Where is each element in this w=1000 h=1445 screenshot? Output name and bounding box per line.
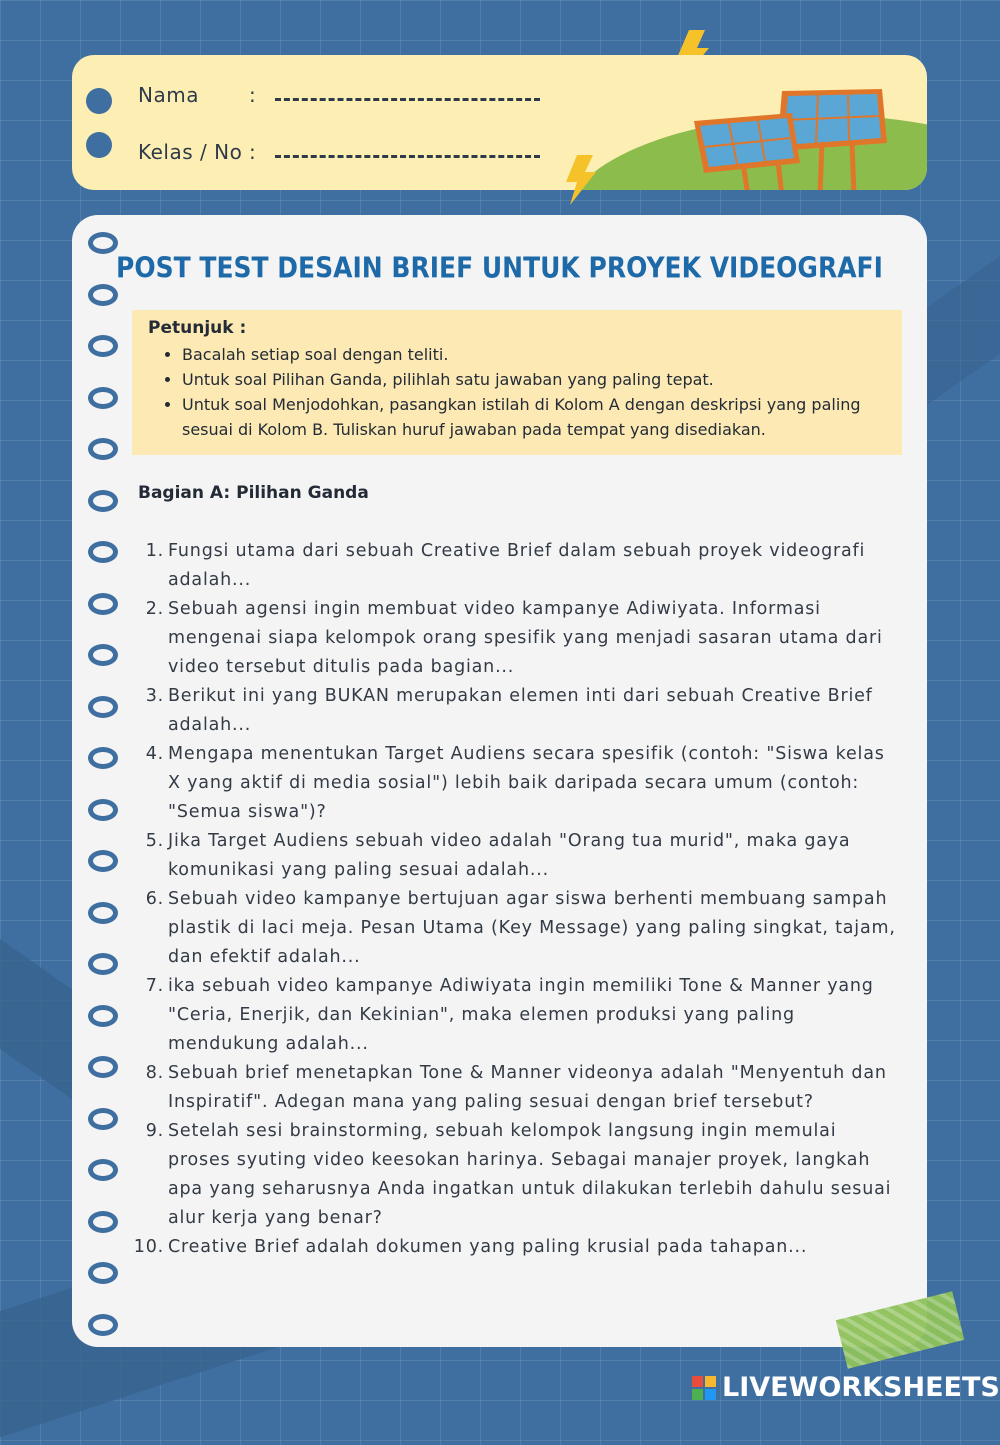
liveworksheets-logo[interactable] bbox=[692, 1372, 1000, 1403]
student-info-card bbox=[72, 55, 927, 190]
question-item bbox=[142, 1117, 902, 1233]
spiral-ring bbox=[88, 953, 118, 975]
question-text: Berikut ini yang BUKAN merupakan elemen inti dari sebuah Creative Brief adalah... bbox=[168, 686, 873, 735]
spiral-ring bbox=[88, 1211, 118, 1233]
question-number: 1. bbox=[145, 541, 164, 561]
instruction-item: • Untuk soal Pilihan Ganda, pilihlah satu jawaban yang paling tepat. bbox=[182, 367, 886, 392]
question-item bbox=[133, 1233, 902, 1262]
question-text: Sebuah video kampanye bertujuan agar siswa berhenti membuang sampah plastik di laci meja. Pesan Utama (Key Message) yang paling singkat, tajam, dan efektif adalah... bbox=[168, 889, 896, 967]
question-item bbox=[142, 595, 902, 682]
question-text: Sebuah agensi ingin membuat video kampanye Adiwiyata. Informasi mengenai siapa kelompok orang spesifik yang menjadi sasaran utama dari video tersebut ditulis pada bagian... bbox=[168, 599, 883, 677]
question-number: 2. bbox=[145, 599, 164, 619]
worksheet-paper bbox=[72, 215, 927, 1347]
binder-hole bbox=[86, 88, 112, 114]
question-number: 9. bbox=[145, 1121, 164, 1141]
question-number: 4. bbox=[145, 744, 164, 764]
question-number: 5. bbox=[145, 831, 164, 851]
instructions-title: Petunjuk : bbox=[148, 318, 247, 338]
question-number: 7. bbox=[145, 976, 164, 996]
spiral-ring bbox=[88, 387, 118, 409]
name-colon: : bbox=[249, 83, 256, 107]
logo-square bbox=[692, 1389, 703, 1400]
class-label: Kelas / No bbox=[138, 140, 243, 164]
spiral-ring bbox=[88, 1056, 118, 1078]
spiral-ring bbox=[88, 747, 118, 769]
spiral-ring bbox=[88, 696, 118, 718]
question-text: ika sebuah video kampanye Adiwiyata ingin memiliki Tone & Manner yang "Ceria, Enerjik, dan Kekinian", maka elemen produksi yang paling mendukung adalah... bbox=[168, 976, 874, 1054]
question-item bbox=[142, 972, 902, 1059]
question-text: Sebuah brief menetapkan Tone & Manner videonya adalah "Menyentuh dan Inspiratif". Adegan mana yang paling sesuai dengan brief tersebut? bbox=[168, 1063, 887, 1112]
spiral-ring bbox=[88, 541, 118, 563]
question-text: Fungsi utama dari sebuah Creative Brief dalam sebuah proyek videografi adalah... bbox=[168, 541, 866, 590]
question-text: Creative Brief adalah dokumen yang paling krusial pada tahapan... bbox=[168, 1237, 808, 1257]
instruction-item: • Bacalah setiap soal dengan teliti. bbox=[182, 342, 886, 367]
logo-square bbox=[705, 1376, 716, 1387]
spiral-ring bbox=[88, 593, 118, 615]
logo-squares-icon bbox=[692, 1376, 716, 1400]
spiral-ring bbox=[88, 1314, 118, 1336]
question-item bbox=[142, 885, 902, 972]
question-item bbox=[142, 1059, 902, 1117]
spiral-ring bbox=[88, 902, 118, 924]
name-label: Nama bbox=[138, 83, 199, 107]
solar-panel-icon bbox=[682, 81, 902, 190]
question-item bbox=[142, 537, 902, 595]
question-number: 3. bbox=[145, 686, 164, 706]
spiral-ring bbox=[88, 1108, 118, 1130]
spiral-ring bbox=[88, 438, 118, 460]
spiral-ring bbox=[88, 1159, 118, 1181]
spiral-ring bbox=[88, 644, 118, 666]
question-text: Setelah sesi brainstorming, sebuah kelompok langsung ingin memulai proses syuting video keesokan harinya. Sebagai manajer proyek, langkah apa yang seharusnya Anda ingatkan untuk dilakukan terlebih dahulu sesuai alur kerja yang benar? bbox=[168, 1121, 892, 1228]
instruction-item: • Untuk soal Menjodohkan, pasangkan istilah di Kolom A dengan deskripsi yang paling sesuai di Kolom B. Tuliskan huruf jawaban pada tempat yang disediakan. bbox=[182, 392, 886, 442]
question-text: Mengapa menentukan Target Audiens secara spesifik (contoh: "Siswa kelas X yang aktif di media sosial") lebih baik daripada secara umum (contoh: "Semua siswa")? bbox=[168, 744, 885, 822]
spiral-ring bbox=[88, 799, 118, 821]
lightning-icon bbox=[565, 155, 597, 205]
spiral-ring bbox=[88, 1262, 118, 1284]
worksheet-title: POST TEST DESAIN BRIEF UNTUK PROYEK VIDEOGRAFI bbox=[116, 250, 883, 285]
spiral-ring bbox=[88, 335, 118, 357]
question-item bbox=[142, 740, 902, 827]
binder-hole bbox=[86, 132, 112, 158]
logo-square bbox=[705, 1389, 716, 1400]
name-field[interactable] bbox=[275, 98, 540, 101]
instructions-box bbox=[132, 310, 902, 455]
question-number: 6. bbox=[145, 889, 164, 909]
question-item bbox=[142, 682, 902, 740]
spiral-ring bbox=[88, 850, 118, 872]
question-item bbox=[142, 827, 902, 885]
spiral-ring bbox=[88, 490, 118, 512]
question-text: Jika Target Audiens sebuah video adalah "Orang tua murid", maka gaya komunikasi yang paling sesuai adalah... bbox=[168, 831, 851, 880]
logo-text: LIVEWORKSHEETS bbox=[722, 1372, 1000, 1403]
logo-square bbox=[692, 1376, 703, 1387]
question-number: 10. bbox=[133, 1237, 164, 1257]
section-title: Bagian A: Pilihan Ganda bbox=[138, 483, 369, 503]
instructions-list bbox=[148, 342, 886, 442]
question-list bbox=[133, 537, 902, 1262]
class-colon: : bbox=[249, 140, 256, 164]
class-number-field[interactable] bbox=[275, 155, 540, 158]
question-number: 8. bbox=[145, 1063, 164, 1083]
spiral-ring bbox=[88, 284, 118, 306]
spiral-ring bbox=[88, 1005, 118, 1027]
spiral-ring bbox=[88, 232, 118, 254]
